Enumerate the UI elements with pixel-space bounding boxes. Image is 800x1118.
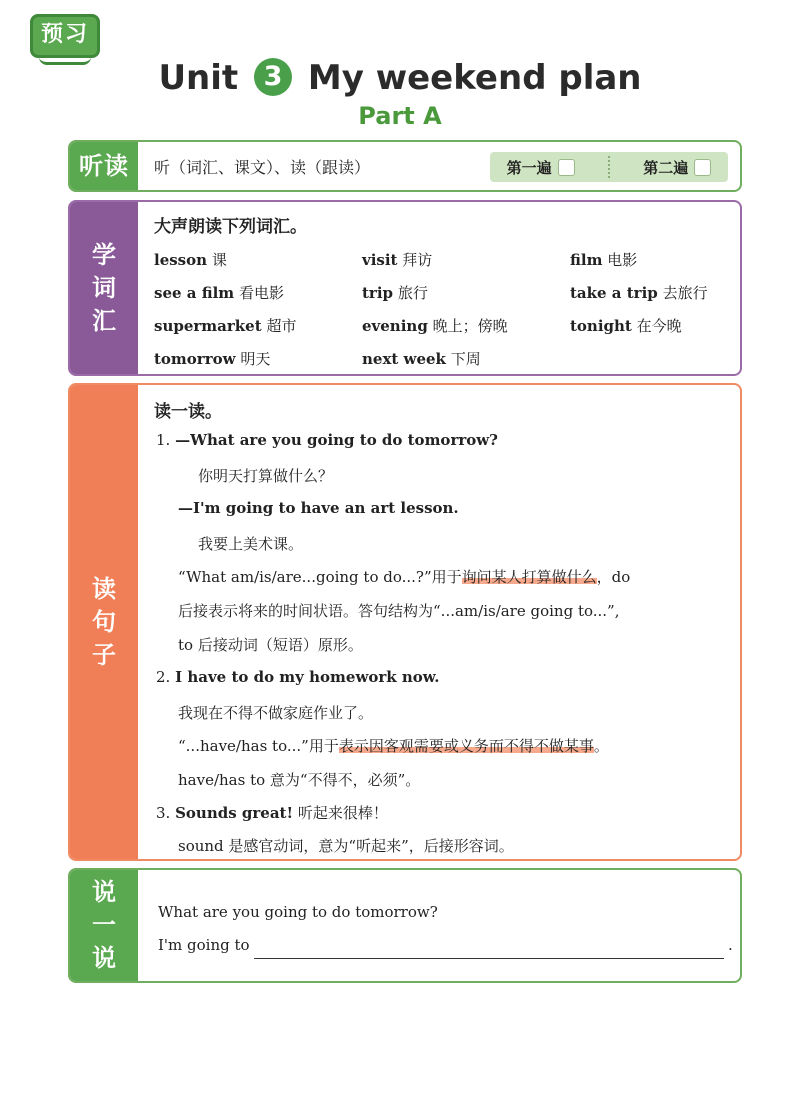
sentences-side-char: 子: [92, 640, 116, 669]
reading-progress: [490, 152, 728, 182]
vocab-item: supermarket 超市: [154, 317, 297, 335]
sentence-1-note-3: to 后接动词（短语）原形。: [178, 636, 363, 654]
vocab-side-char: 学: [92, 240, 116, 269]
first-pass-label: 第一遍: [506, 158, 552, 177]
first-pass: [507, 157, 575, 178]
unit-title: My weekend plan: [307, 58, 642, 98]
second-pass-label: 第二遍: [643, 158, 689, 177]
sentences-heading: 读一读。: [154, 402, 222, 422]
vocab-item: trip 旅行: [362, 284, 428, 302]
speak-section: [68, 868, 742, 983]
sentence-3-note: sound 是感官动词，意为“听起来”，后接形容词。: [178, 837, 514, 855]
vocab-item: next week 下周: [362, 350, 481, 368]
vocab-item: lesson 课: [154, 251, 227, 269]
sentence-2-zh: 我现在不得不做家庭作业了。: [178, 704, 374, 722]
vocab-item: tomorrow 明天: [154, 350, 271, 368]
sentence-2: 2. I have to do my homework now.: [156, 668, 440, 686]
speak-prompt: I'm going to: [158, 936, 250, 954]
highlight: 询问某人打算做什么: [461, 568, 597, 586]
sentence-1-note: “What am/is/are...going to do...?”用于询问某人打算做什么，do: [178, 568, 631, 586]
vocab-side-label: [70, 202, 138, 374]
sentences-side-label: [70, 385, 138, 859]
first-pass-checkbox[interactable]: [558, 159, 575, 176]
vocab-heading: 大声朗读下列词汇。: [154, 217, 307, 237]
listen-side-label: 听读: [70, 142, 138, 190]
divider: [608, 156, 610, 178]
second-pass: [643, 157, 711, 178]
vocab-item: tonight 在今晚: [570, 317, 682, 335]
sentence-2-note-2: have/has to 意为“不得不，必须”。: [178, 771, 421, 789]
vocab-item: evening 晚上；傍晚: [362, 317, 508, 335]
vocab-item: film 电影: [570, 251, 638, 269]
page-title: [0, 58, 800, 98]
second-pass-checkbox[interactable]: [694, 159, 711, 176]
part-label: Part A: [358, 102, 442, 130]
vocab-item: take a trip 去旅行: [570, 284, 708, 302]
highlight: 表示因客观需要或义务而不得不做某事: [338, 737, 594, 755]
listen-instruction: 听（词汇、课文）、读（跟读）: [154, 157, 371, 177]
sentence-1-answer: —I'm going to have an art lesson.: [178, 499, 459, 517]
speak-side-char: 说: [92, 944, 116, 972]
sentences-side-char: 句: [92, 607, 116, 636]
preview-badge: [30, 14, 100, 58]
sentences-side-char: 读: [92, 574, 116, 603]
preview-badge-label: 预习: [40, 22, 89, 47]
speak-side-label: [70, 870, 138, 981]
speak-side-char: 说: [92, 878, 116, 906]
speak-side-char: 一: [92, 911, 116, 939]
sentences-section: [68, 383, 742, 861]
vocab-item: see a film 看电影: [154, 284, 284, 302]
vocab-item: visit 拜访: [362, 251, 433, 269]
sentence-2-note: “...have/has to...”用于表示因客观需要或义务而不得不做某事。: [178, 737, 609, 755]
sentence-1-note-2: 后接表示将来的时间状语。答句结构为“...am/is/are going to...”,: [178, 602, 620, 620]
sentence-1-question-zh: 你明天打算做什么？: [198, 467, 334, 485]
vocab-side-char: 词: [92, 273, 116, 302]
vocab-side-char: 汇: [92, 306, 116, 335]
listen-section: [68, 140, 742, 192]
answer-blank[interactable]: [254, 941, 724, 959]
sentence-1-question: 1. —What are you going to do tomorrow?: [156, 431, 498, 449]
unit-number: 3: [254, 58, 292, 96]
speak-end: .: [728, 936, 733, 954]
sentence-3: 3. Sounds great! 听起来很棒！: [156, 804, 388, 822]
vocab-section: [68, 200, 742, 376]
unit-word: Unit: [158, 58, 239, 98]
sentence-1-answer-zh: 我要上美术课。: [198, 535, 304, 553]
speak-question: What are you going to do tomorrow?: [158, 903, 438, 921]
